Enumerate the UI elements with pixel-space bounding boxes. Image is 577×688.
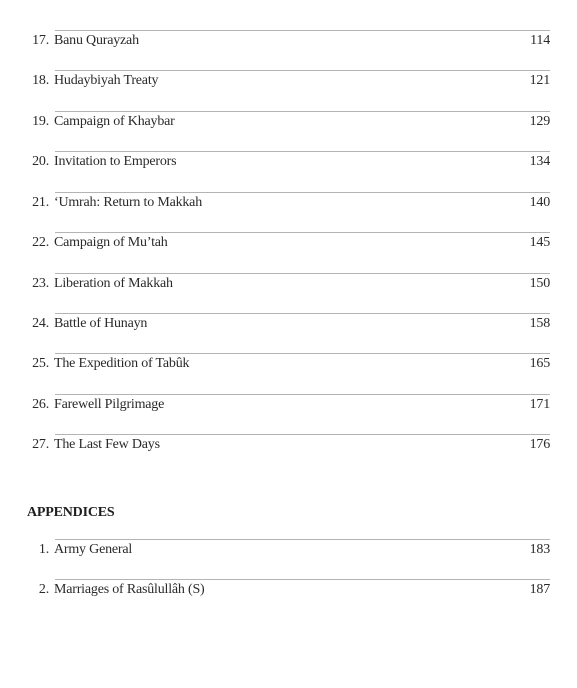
entry-page-number: 176 xyxy=(529,437,550,452)
toc-entry xyxy=(27,111,550,151)
entry-page-number: 114 xyxy=(530,33,550,48)
divider xyxy=(55,111,550,112)
entry-title: Battle of Hunayn xyxy=(54,316,148,331)
entry-number: 22. xyxy=(32,235,49,250)
entry-title: Invitation to Emperors xyxy=(54,154,177,169)
entry-title: The Last Few Days xyxy=(54,437,160,452)
entry-number: 19. xyxy=(32,114,49,129)
entry-title: The Expedition of Tabûk xyxy=(54,356,190,371)
toc-entry xyxy=(27,394,550,434)
divider xyxy=(55,313,550,314)
divider xyxy=(55,30,550,31)
entry-title: ‘Umrah: Return to Makkah xyxy=(54,195,202,210)
entry-number: 1. xyxy=(38,542,49,557)
entry-title: Campaign of Khaybar xyxy=(54,114,175,129)
entry-number: 2. xyxy=(38,582,49,597)
entry-number: 18. xyxy=(32,73,49,88)
divider xyxy=(55,579,550,580)
toc-entry xyxy=(27,313,550,353)
toc-entry xyxy=(27,273,550,313)
entry-title: Marriages of Rasûlullâh (S) xyxy=(54,582,205,597)
entry-title: Campaign of Mu’tah xyxy=(54,235,168,250)
divider xyxy=(55,232,550,233)
entry-number: 20. xyxy=(32,154,49,169)
appendix-entry xyxy=(27,579,550,619)
entry-title: Liberation of Makkah xyxy=(54,276,173,291)
divider xyxy=(55,273,550,274)
toc-entry xyxy=(27,192,550,232)
entry-number: 21. xyxy=(32,195,49,210)
entry-page-number: 165 xyxy=(529,356,550,371)
entry-page-number: 134 xyxy=(529,154,550,169)
toc-entry xyxy=(27,353,550,393)
entry-page-number: 187 xyxy=(529,582,550,597)
toc-entry xyxy=(27,30,550,70)
entry-page-number: 150 xyxy=(529,276,550,291)
divider xyxy=(55,353,550,354)
divider xyxy=(55,192,550,193)
divider xyxy=(55,70,550,71)
divider xyxy=(55,539,550,540)
entry-number: 24. xyxy=(32,316,49,331)
toc-entry xyxy=(27,151,550,191)
appendix-entry xyxy=(27,539,550,579)
divider xyxy=(55,434,550,435)
entry-number: 25. xyxy=(32,356,49,371)
entry-page-number: 140 xyxy=(529,195,550,210)
entry-page-number: 158 xyxy=(529,316,550,331)
entry-number: 17. xyxy=(32,33,49,48)
entry-title: Army General xyxy=(54,542,133,557)
entry-number: 23. xyxy=(32,276,49,291)
toc-entry xyxy=(27,70,550,110)
entry-title: Banu Qurayzah xyxy=(54,33,139,48)
entry-page-number: 171 xyxy=(529,397,550,412)
toc-entry xyxy=(27,232,550,272)
entry-title: Hudaybiyah Treaty xyxy=(54,73,159,88)
entry-page-number: 145 xyxy=(529,235,550,250)
divider xyxy=(55,394,550,395)
divider xyxy=(55,151,550,152)
entry-page-number: 121 xyxy=(529,73,550,88)
entry-page-number: 183 xyxy=(529,542,550,557)
appendices-heading: APPENDICES xyxy=(27,505,115,520)
entry-title: Farewell Pilgrimage xyxy=(54,397,165,412)
entry-number: 26. xyxy=(32,397,49,412)
toc-entry xyxy=(27,434,550,474)
entry-page-number: 129 xyxy=(529,114,550,129)
entry-number: 27. xyxy=(32,437,49,452)
